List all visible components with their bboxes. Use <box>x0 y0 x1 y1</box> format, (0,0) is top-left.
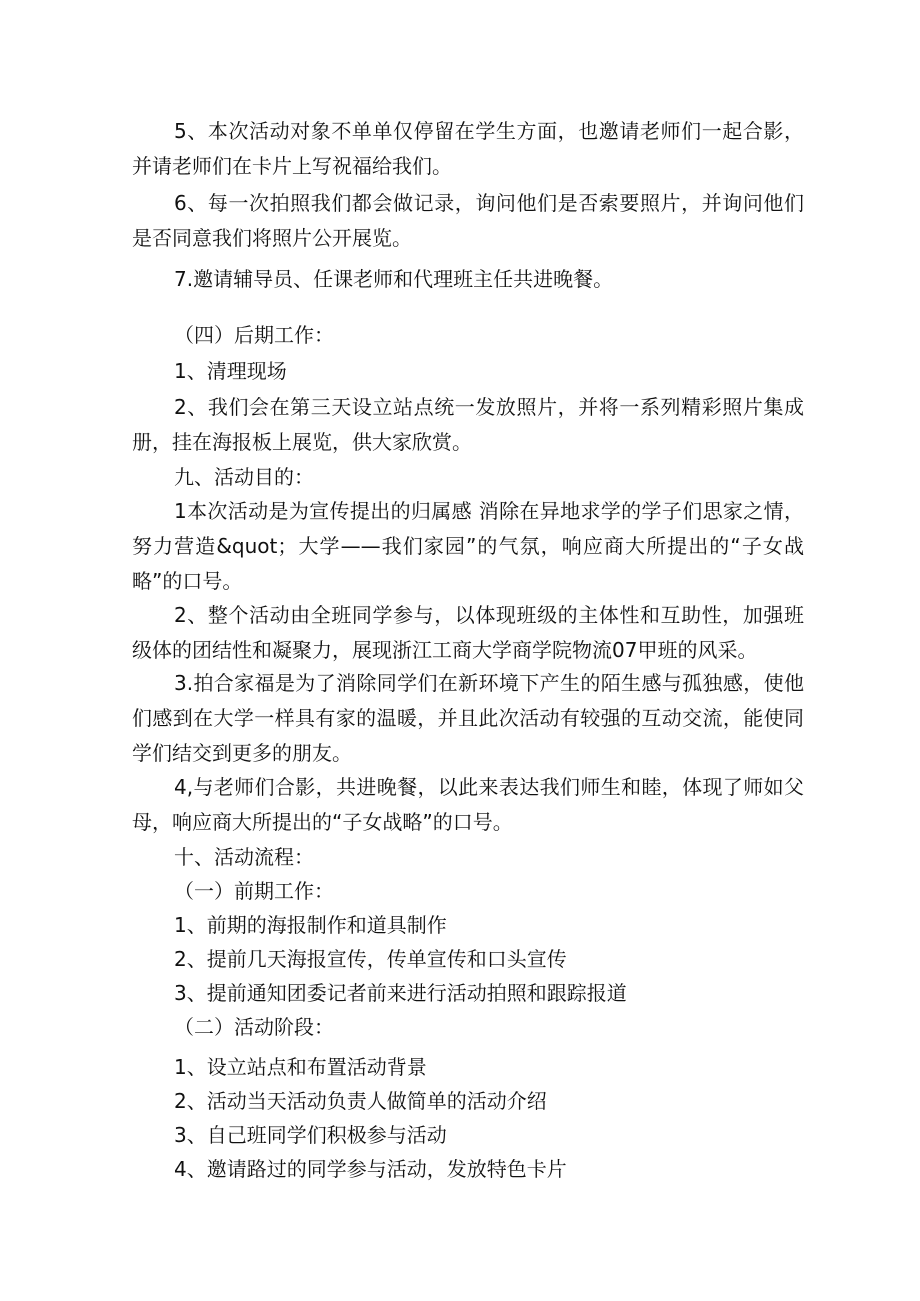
paragraph-pre-2: 2、提前几天海报宣传，传单宣传和口头宣传 <box>174 947 567 971</box>
paragraph-item-6: 6、每一次拍照我们都会做记录，询问他们是否索要照片，并询问他们是否同意我们将照片公开展览。 <box>132 191 804 250</box>
paragraph-clean-site: 1、清理现场 <box>174 359 287 383</box>
paragraph-goal-3: 3.拍合家福是为了消除同学们在新环境下产生的陌生感与孤独感，使他们感到在大学一样具有家的温暖，并且此次活动有较强的互动交流，能使同学们结交到更多的朋友。 <box>132 671 804 765</box>
section-heading-post-work: （四）后期工作： <box>174 323 334 347</box>
paragraph-goal-2: 2、整个活动由全班同学参与，以体现班级的主体性和互助性，加强班级体的团结性和凝聚力，展现浙江工商大学商学院物流07甲班的风采。 <box>132 603 804 662</box>
paragraph-goal-4: 4,与老师们合影，共进晚餐，以此来表达我们师生和睦，体现了师如父母，响应商大所提出的“子女战略”的口号。 <box>132 775 804 834</box>
paragraph-item-7: 7.邀请辅导员、任课老师和代理班主任共进晚餐。 <box>174 267 614 291</box>
section-heading-process: 十、活动流程： <box>174 845 314 869</box>
paragraph-stage-2: 2、活动当天活动负责人做简单的活动介绍 <box>174 1089 547 1113</box>
paragraph-pre-1: 1、前期的海报制作和道具制作 <box>174 913 447 937</box>
subsection-heading-pre-work: （一）前期工作： <box>174 879 334 903</box>
section-heading-goals: 九、活动目的： <box>174 465 314 489</box>
paragraph-pre-3: 3、提前通知团委记者前来进行活动拍照和跟踪报道 <box>174 981 627 1005</box>
paragraph-goal-1: 1本次活动是为宣传提出的归属感 消除在异地求学的学子们思家之情，努力营造&quot；大学——我们家园”的气氛，响应商大所提出的“子女战略”的口号。 <box>132 499 804 593</box>
paragraph-distribute-photos: 2、我们会在第三天设立站点统一发放照片，并将一系列精彩照片集成册，挂在海报板上展览，供大家欣赏。 <box>132 395 804 454</box>
paragraph-stage-4: 4、邀请路过的同学参与活动，发放特色卡片 <box>174 1157 567 1181</box>
subsection-heading-activity-stage: （二）活动阶段： <box>174 1015 334 1039</box>
paragraph-stage-3: 3、自己班同学们积极参与活动 <box>174 1123 447 1147</box>
paragraph-stage-1: 1、设立站点和布置活动背景 <box>174 1055 427 1079</box>
paragraph-item-5: 5、本次活动对象不单单仅停留在学生方面，也邀请老师们一起合影，并请老师们在卡片上写祝福给我们。 <box>132 119 804 178</box>
